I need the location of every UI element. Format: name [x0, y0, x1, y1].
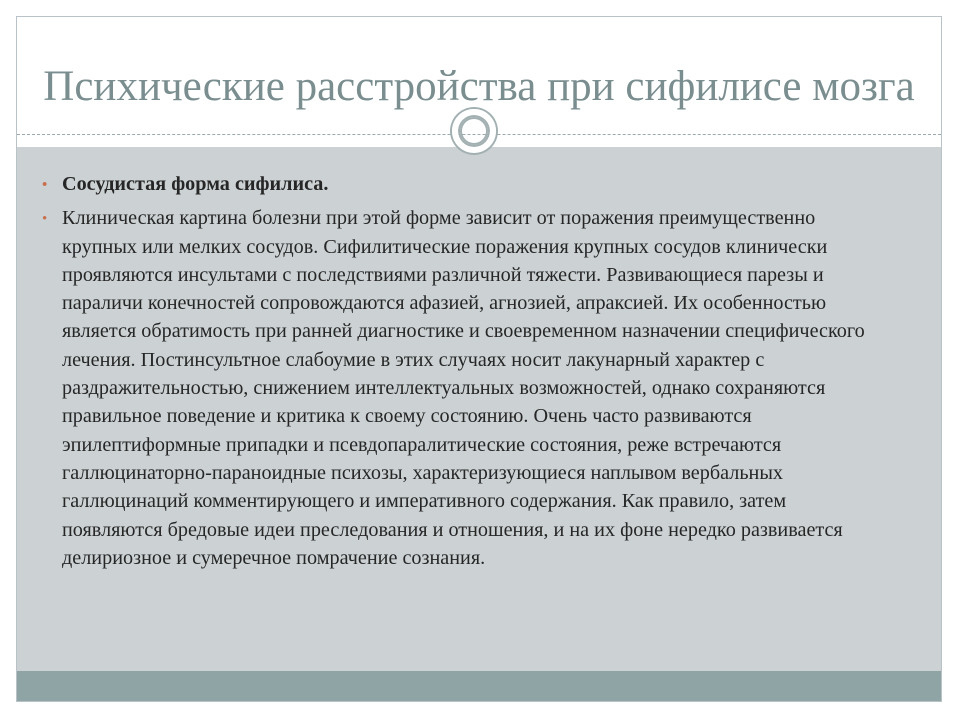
bullet-item-body — [42, 204, 882, 572]
ring-inner — [460, 117, 488, 145]
slide-title: Психические расстройства при сифилисе мозга — [43, 63, 915, 110]
decorative-ring-icon — [452, 109, 496, 153]
bullet-item-heading — [42, 170, 882, 198]
bullet-icon: • — [42, 177, 48, 193]
bullet-icon: • — [42, 211, 48, 228]
bullet-list — [42, 170, 882, 578]
bullet-text: Сосудистая форма сифилиса. — [62, 173, 329, 195]
bullet-text: Клиническая картина болезни при этой форме зависит от поражения преимущественно крупных или мелких сосудов. Сифилитические поражения крупных сосудов клинически проявляются инсультами с последствиями различной тяжести. Развивающиеся парезы и параличи конечностей сопровождаются афазией, агнозией, апраксией. Их особенностью является обратимость при ранней диагностике и своевременном назначении специфического лечения. Постинсультное слабоумие в этих случаях носит лакунарный характер с раздражительностью, снижением интеллектуальных возможностей, однако сохраняются правильное поведение и критика к своему состоянию. Очень часто развиваются эпилептиформные припадки и псевдопаралитические состояния, реже встречаются галлюцинаторно-параноидные психозы, характеризующиеся наплывом вербальных галлюцинаций комментирующего и императивного содержания. Как правило, затем появляются бредовые идеи преследования и отношения, и на их фоне нередко развивается делириозное и сумеречное помрачение сознания. — [62, 207, 865, 569]
footer-bar — [17, 671, 941, 702]
